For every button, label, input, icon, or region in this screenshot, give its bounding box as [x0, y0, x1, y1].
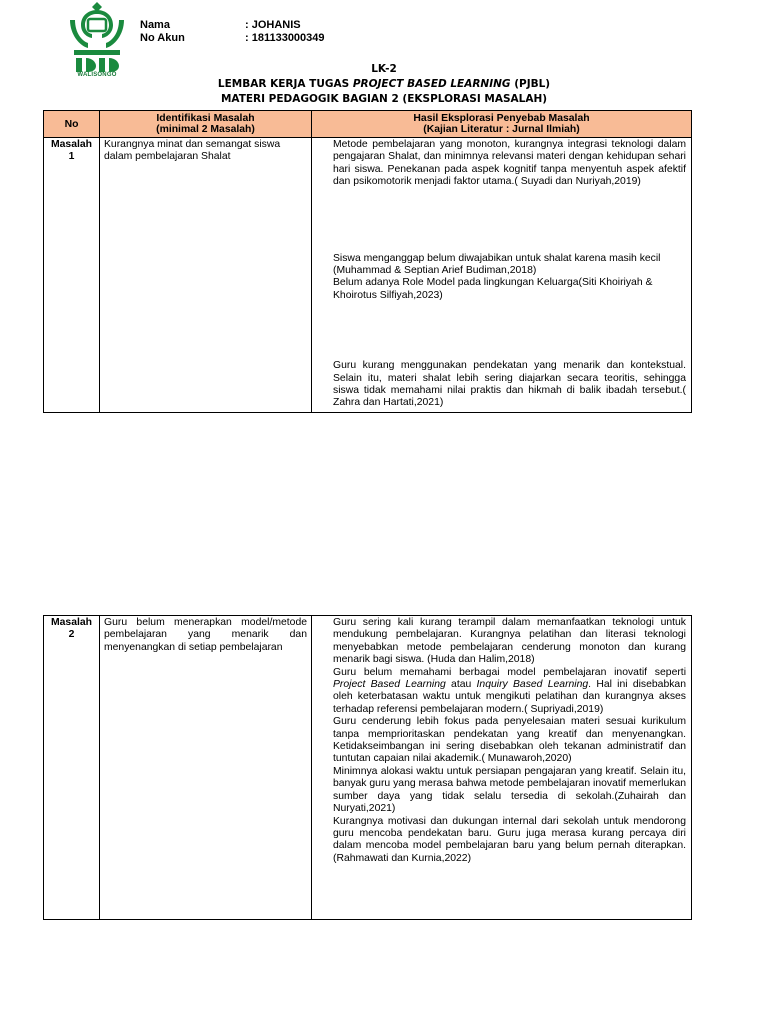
- exploration-paragraph: Guru sering kali kurang terampil dalam memanfaatkan teknologi untuk mendukung pembelajaran. Kurangnya pelatihan dan literasi teknologi menyebabkan metode pembelajaran cenderung monoton dan kurang menarik bagi siswa. (Huda dan Halim,2018): [333, 617, 686, 666]
- akun-row: [140, 32, 325, 45]
- exploration-paragraph: Guru cenderung lebih fokus pada penyelesaian materi sesuai kurikulum tanpa memprioritaskan pendekatan yang kreatif dan menyenangkan. Ketidakseimbangan ini sering disebabkan oleh tekanan administratif dan tuntutan capaian nilai akademik.( Munawaroh,2020): [333, 716, 686, 765]
- header-hasil: [312, 111, 692, 138]
- header-identifikasi-line1: Identifikasi Masalah: [156, 113, 255, 124]
- header-no: No: [44, 111, 100, 138]
- table-header-row: [44, 111, 692, 138]
- logo-caption: WALISONGO: [77, 72, 117, 78]
- header-hasil-line2: (Kajian Literatur : Jurnal Ilmiah): [423, 124, 580, 135]
- exploration-paragraph: [333, 667, 686, 717]
- title-line-2-italic: PROJECT BASED LEARNING: [352, 78, 511, 90]
- identity-block: [140, 19, 325, 45]
- row-number: [44, 138, 100, 413]
- row-number-value: 1: [68, 151, 75, 163]
- exploration-italic: Inquiry Based Learning: [476, 679, 589, 691]
- row-number-label: Masalah: [50, 139, 92, 150]
- table-row: [44, 138, 692, 413]
- problem-exploration: [312, 616, 692, 920]
- exploration-text: atau: [445, 679, 477, 691]
- title-line-1: LK-2: [371, 63, 397, 75]
- akun-label: No Akun: [140, 32, 185, 44]
- row-number-value: 2: [68, 629, 75, 641]
- nama-row: [140, 19, 325, 32]
- exploration-paragraph: Kurangnya motivasi dan dukungan internal dari sekolah untuk mendorong guru mencoba pendekatan baru. Guru juga merasa kurang percaya diri dalam mencoba model pembelajaran baru yang belum pernah diterapkan.(Rahmawati dan Kurnia,2022): [333, 815, 686, 864]
- title-line-2: [0, 77, 768, 92]
- row-number: [44, 616, 100, 920]
- exploration-paragraph: Belum adanya Role Model pada lingkungan Keluarga(Siti Khoiriyah & Khoirotus Silfiyah,2023): [333, 277, 653, 301]
- problem-table-2: [43, 615, 692, 920]
- exploration-paragraph: Guru kurang menggunakan pendekatan yang menarik dan kontekstual. Selain itu, materi shalat lebih sering diajarkan secara teoritis, sehingga siswa tidak memahami nilai praktis dan hikmah di balik ibadah tersebut.( Zahra dan Hartati,2021): [333, 360, 686, 409]
- problem-identification: Kurangnya minat dan semangat siswa dalam pembelajaran Shalat: [100, 138, 312, 413]
- row-number-label: Masalah: [50, 617, 92, 628]
- exploration-paragraph: Metode pembelajaran yang monoton, kurangnya integrasi teknologi dalam pengajaran Shalat, dan minimnya relevansi materi dengan kehidupan sehari hari siswa. Penekanan pada aspek kognitif tanpa menyentuh aspek afektif dan psikomotorik menjadi faktor utama.( Suyadi dan Nuriyah,2019): [333, 139, 686, 188]
- problem-identification: Guru belum menerapkan model/metode pembelajaran yang menarik dan menyenangkan di setiap pembelajaran: [100, 616, 312, 920]
- table-row: [44, 616, 692, 920]
- exploration-paragraph: Minimnya alokasi waktu untuk persiapan pengajaran yang kreatif. Selain itu, banyak guru yang merasa bahwa metode pembelajaran inovatif memerlukan sumber daya yang tidak selalu tersedia di sekolah.(Zuhairah dan Nuryati,2021): [333, 765, 686, 815]
- nama-value: : JOHANIS: [245, 19, 301, 31]
- title-line-2-post: (PJBL): [510, 78, 551, 90]
- exploration-paragraph: Siswa menganggap belum diwajabikan untuk shalat karena masih kecil (Muhammad & Septian Arief Budiman,2018): [333, 252, 661, 277]
- problem-table-1: [43, 110, 692, 413]
- header-identifikasi-line2: (minimal 2 Masalah): [156, 124, 255, 135]
- header-hasil-line1: Hasil Eksplorasi Penyebab Masalah: [413, 113, 590, 124]
- title-line-2-pre: LEMBAR KERJA TUGAS: [217, 78, 353, 90]
- exploration-italic: Project Based Learning: [333, 679, 446, 691]
- title-line-3: MATERI PEDAGOGIK BAGIAN 2 (EKSPLORASI MASALAH): [220, 93, 548, 105]
- problem-exploration: [312, 138, 692, 413]
- akun-value: : 181133000349: [245, 32, 325, 44]
- exploration-text: Guru belum memahami berbagai model pembelajaran inovatif seperti: [333, 666, 686, 678]
- document-title: [0, 62, 768, 107]
- exploration-text: . Hal ini disebabkan oleh keterbatasan waktu untuk mengikuti pelatihan dan kurangnya akses terhadap referensi pembelajaran modern.( Supriyadi,2019): [333, 679, 686, 715]
- header-identifikasi: [100, 111, 312, 138]
- nama-label: Nama: [140, 19, 170, 31]
